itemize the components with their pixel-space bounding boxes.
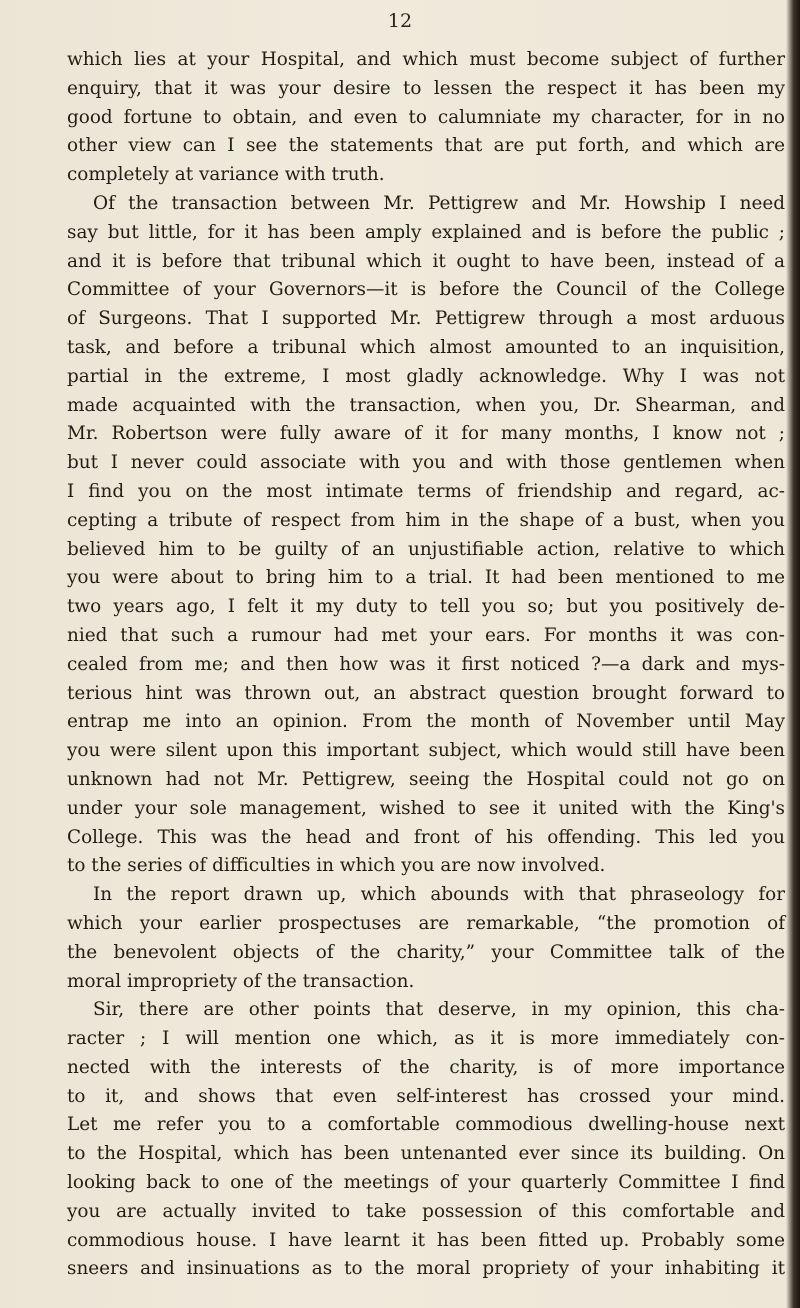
text-line: task, and before a tribunal which almost amounted to an inquisition, (67, 336, 785, 358)
text-line: I find you on the most intimate terms of friendship and regard, ac- (67, 480, 785, 502)
text-line: cealed from me; and then how was it first noticed ?—a dark and mys- (67, 653, 785, 675)
text-line: of Surgeons. That I supported Mr. Pettigrew through a most arduous (67, 308, 785, 330)
text-line: other view can I see the statements that are put forth, and which are (67, 135, 785, 157)
text-line: under your sole management, wished to see it united with the King's (67, 797, 785, 819)
text-line: partial in the extreme, I most gladly acknowledge. Why I was not (67, 365, 785, 387)
text-line: racter ; I will mention one which, as it is more immediately con- (67, 1028, 785, 1050)
text-line: enquiry, that it was your desire to lessen the respect it has been my (67, 77, 785, 99)
text-line: looking back to one of the meetings of your quarterly Committee I find (67, 1172, 785, 1194)
text-line: you are actually invited to take possession of this comfortable and (67, 1200, 785, 1222)
text-line: unknown had not Mr. Pettigrew, seeing the Hospital could not go on (67, 768, 785, 790)
text-line: the benevolent objects of the charity,” your Committee talk of the (67, 941, 785, 963)
text-line: Of the transaction between Mr. Pettigrew and Mr. Howship I need (93, 192, 785, 214)
text-line: you were about to bring him to a trial. It had been mentioned to me (67, 567, 785, 589)
text-line: cepting a tribute of respect from him in the shape of a bust, when you (67, 509, 785, 531)
text-line: to the Hospital, which has been untenanted ever since its building. On (67, 1143, 785, 1165)
text-line: terious hint was thrown out, an abstract question brought forward to (67, 682, 785, 704)
text-line: to the series of difficulties in which you are now involved. (67, 855, 606, 877)
text-line: good fortune to obtain, and even to calumniate my character, for in no (67, 106, 785, 128)
text-line: but I never could associate with you and with those gentlemen when (67, 452, 785, 474)
text-line: and it is before that tribunal which it ought to have been, instead of a (67, 250, 785, 272)
text-line: two years ago, I felt it my duty to tell you so; but you positively de- (67, 596, 785, 618)
text-line: College. This was the head and front of his offending. This led you (67, 826, 785, 848)
text-line: In the report drawn up, which abounds with that phraseology for (93, 884, 785, 906)
text-line: moral impropriety of the transaction. (67, 970, 415, 992)
text-line: made acquainted with the transaction, when you, Dr. Shearman, and (67, 394, 785, 416)
text-line: to it, and shows that even self-interest has crossed your mind. (67, 1085, 785, 1107)
text-line: completely at variance with truth. (67, 164, 385, 186)
page-number: 12 (387, 10, 413, 32)
text-line: entrap me into an opinion. From the month of November until May (67, 711, 785, 733)
text-line: commodious house. I have learnt it has been fitted up. Probably some (67, 1229, 785, 1251)
text-line: nied that such a rumour had met your ears. For months it was con- (67, 624, 785, 646)
body-text (67, 46, 785, 1284)
text-line: Let me refer you to a comfortable commodious dwelling-house next (67, 1114, 785, 1136)
text-line: you were silent upon this important subject, which would still have been (67, 740, 785, 762)
text-line: Sir, there are other points that deserve, in my opinion, this cha- (93, 999, 785, 1021)
text-line: say but little, for it has been amply explained and is before the public ; (67, 221, 785, 243)
text-line: Committee of your Governors—it is before the Council of the College (67, 279, 785, 301)
page-edge-shadow (786, 0, 800, 1308)
text-line: which lies at your Hospital, and which must become subject of further (67, 49, 785, 70)
text-line: nected with the interests of the charity, is of more importance (67, 1056, 785, 1078)
text-line: which your earlier prospectuses are remarkable, “the promotion of (67, 912, 785, 934)
text-line: Mr. Robertson were fully aware of it for many months, I know not ; (67, 423, 785, 445)
text-line: sneers and insinuations as to the moral propriety of your inhabiting it (67, 1258, 785, 1280)
text-line: believed him to be guilty of an unjustifiable action, relative to which (67, 538, 785, 560)
